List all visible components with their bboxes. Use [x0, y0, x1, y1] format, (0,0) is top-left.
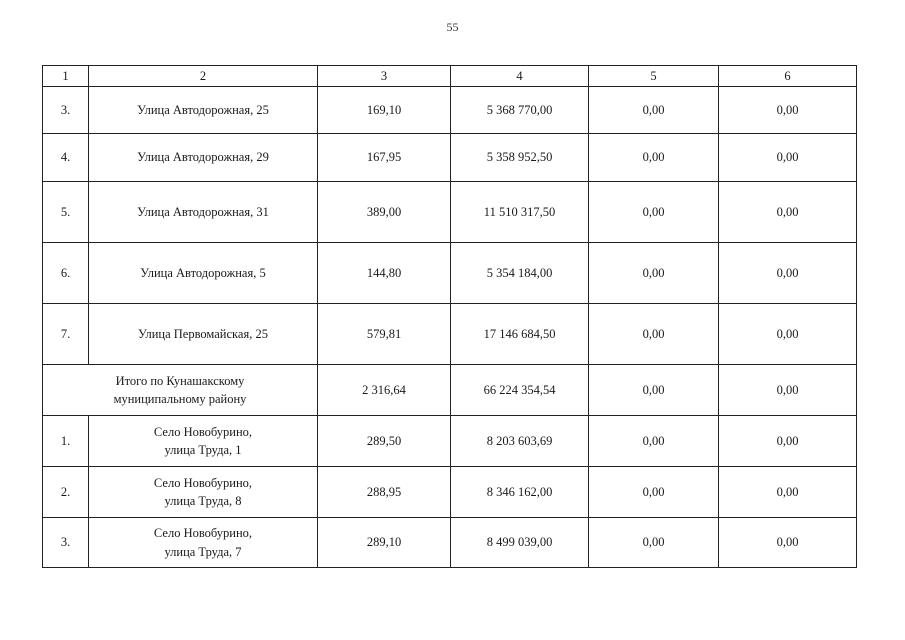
- table-row: [43, 243, 857, 304]
- table-row: [43, 182, 857, 243]
- address-line1: Село Новобурино,: [153, 475, 253, 490]
- value-cell: 0,00: [589, 467, 719, 518]
- value-cell: 0,00: [589, 416, 719, 467]
- row-number: 3.: [43, 518, 89, 568]
- address-cell: Улица Автодорожная, 31: [89, 182, 318, 243]
- address-line2: улица Труда, 8: [164, 494, 242, 508]
- amount-cell: 11 510 317,50: [451, 182, 589, 243]
- amount-cell: 5 358 952,50: [451, 134, 589, 182]
- value-cell: 0,00: [589, 304, 719, 365]
- address-line2: улица Труда, 1: [164, 443, 242, 457]
- page-number: 55: [446, 20, 459, 34]
- row-number: 2.: [43, 467, 89, 518]
- address-cell: Улица Автодорожная, 29: [89, 134, 318, 182]
- area-cell: 389,00: [318, 182, 451, 243]
- address-cell: Улица Первомайская, 25: [89, 304, 318, 365]
- area-cell: 289,50: [318, 416, 451, 467]
- subtotal-row: [43, 365, 857, 416]
- area-cell: 579,81: [318, 304, 451, 365]
- amount-cell: 5 354 184,00: [451, 243, 589, 304]
- value-cell: 0,00: [719, 243, 857, 304]
- table-row: [43, 467, 857, 518]
- table-row: [43, 134, 857, 182]
- subtotal-label: [43, 365, 318, 416]
- value-cell: 0,00: [589, 518, 719, 568]
- column-header: 6: [719, 66, 857, 87]
- row-number: 3.: [43, 87, 89, 134]
- subtotal-label-line2: муниципальному району: [113, 392, 247, 406]
- column-header: 3: [318, 66, 451, 87]
- table-row: [43, 416, 857, 467]
- amount-cell: 5 368 770,00: [451, 87, 589, 134]
- subtotal-label-line1: Итого по Кунашакскому: [115, 373, 245, 388]
- address-cell: [89, 518, 318, 568]
- address-cell: [89, 467, 318, 518]
- amount-cell: 8 346 162,00: [451, 467, 589, 518]
- value-cell: 0,00: [589, 365, 719, 416]
- table-row: [43, 518, 857, 568]
- value-cell: 0,00: [589, 87, 719, 134]
- address-cell: [89, 416, 318, 467]
- value-cell: 0,00: [719, 134, 857, 182]
- value-cell: 0,00: [589, 134, 719, 182]
- address-cell: Улица Автодорожная, 5: [89, 243, 318, 304]
- value-cell: 0,00: [719, 304, 857, 365]
- row-number: 4.: [43, 134, 89, 182]
- value-cell: 0,00: [719, 87, 857, 134]
- column-header: 5: [589, 66, 719, 87]
- column-header: 1: [43, 66, 89, 87]
- value-cell: 0,00: [719, 467, 857, 518]
- value-cell: 0,00: [589, 243, 719, 304]
- amount-cell: 8 499 039,00: [451, 518, 589, 568]
- row-number: 7.: [43, 304, 89, 365]
- value-cell: 0,00: [719, 416, 857, 467]
- value-cell: 0,00: [589, 182, 719, 243]
- value-cell: 0,00: [719, 365, 857, 416]
- row-number: 6.: [43, 243, 89, 304]
- area-cell: 169,10: [318, 87, 451, 134]
- value-cell: 0,00: [719, 518, 857, 568]
- amount-cell: 66 224 354,54: [451, 365, 589, 416]
- address-line1: Село Новобурино,: [153, 526, 253, 541]
- area-cell: 289,10: [318, 518, 451, 568]
- data-table: [42, 65, 857, 568]
- table-row: [43, 304, 857, 365]
- area-cell: 2 316,64: [318, 365, 451, 416]
- column-header: 2: [89, 66, 318, 87]
- amount-cell: 8 203 603,69: [451, 416, 589, 467]
- table-row: [43, 87, 857, 134]
- table-header-row: [43, 66, 857, 87]
- address-line1: Село Новобурино,: [153, 424, 253, 439]
- address-line2: улица Труда, 7: [164, 544, 242, 559]
- area-cell: 144,80: [318, 243, 451, 304]
- column-header: 4: [451, 66, 589, 87]
- area-cell: 167,95: [318, 134, 451, 182]
- value-cell: 0,00: [719, 182, 857, 243]
- row-number: 5.: [43, 182, 89, 243]
- address-cell: Улица Автодорожная, 25: [89, 87, 318, 134]
- amount-cell: 17 146 684,50: [451, 304, 589, 365]
- row-number: 1.: [43, 416, 89, 467]
- area-cell: 288,95: [318, 467, 451, 518]
